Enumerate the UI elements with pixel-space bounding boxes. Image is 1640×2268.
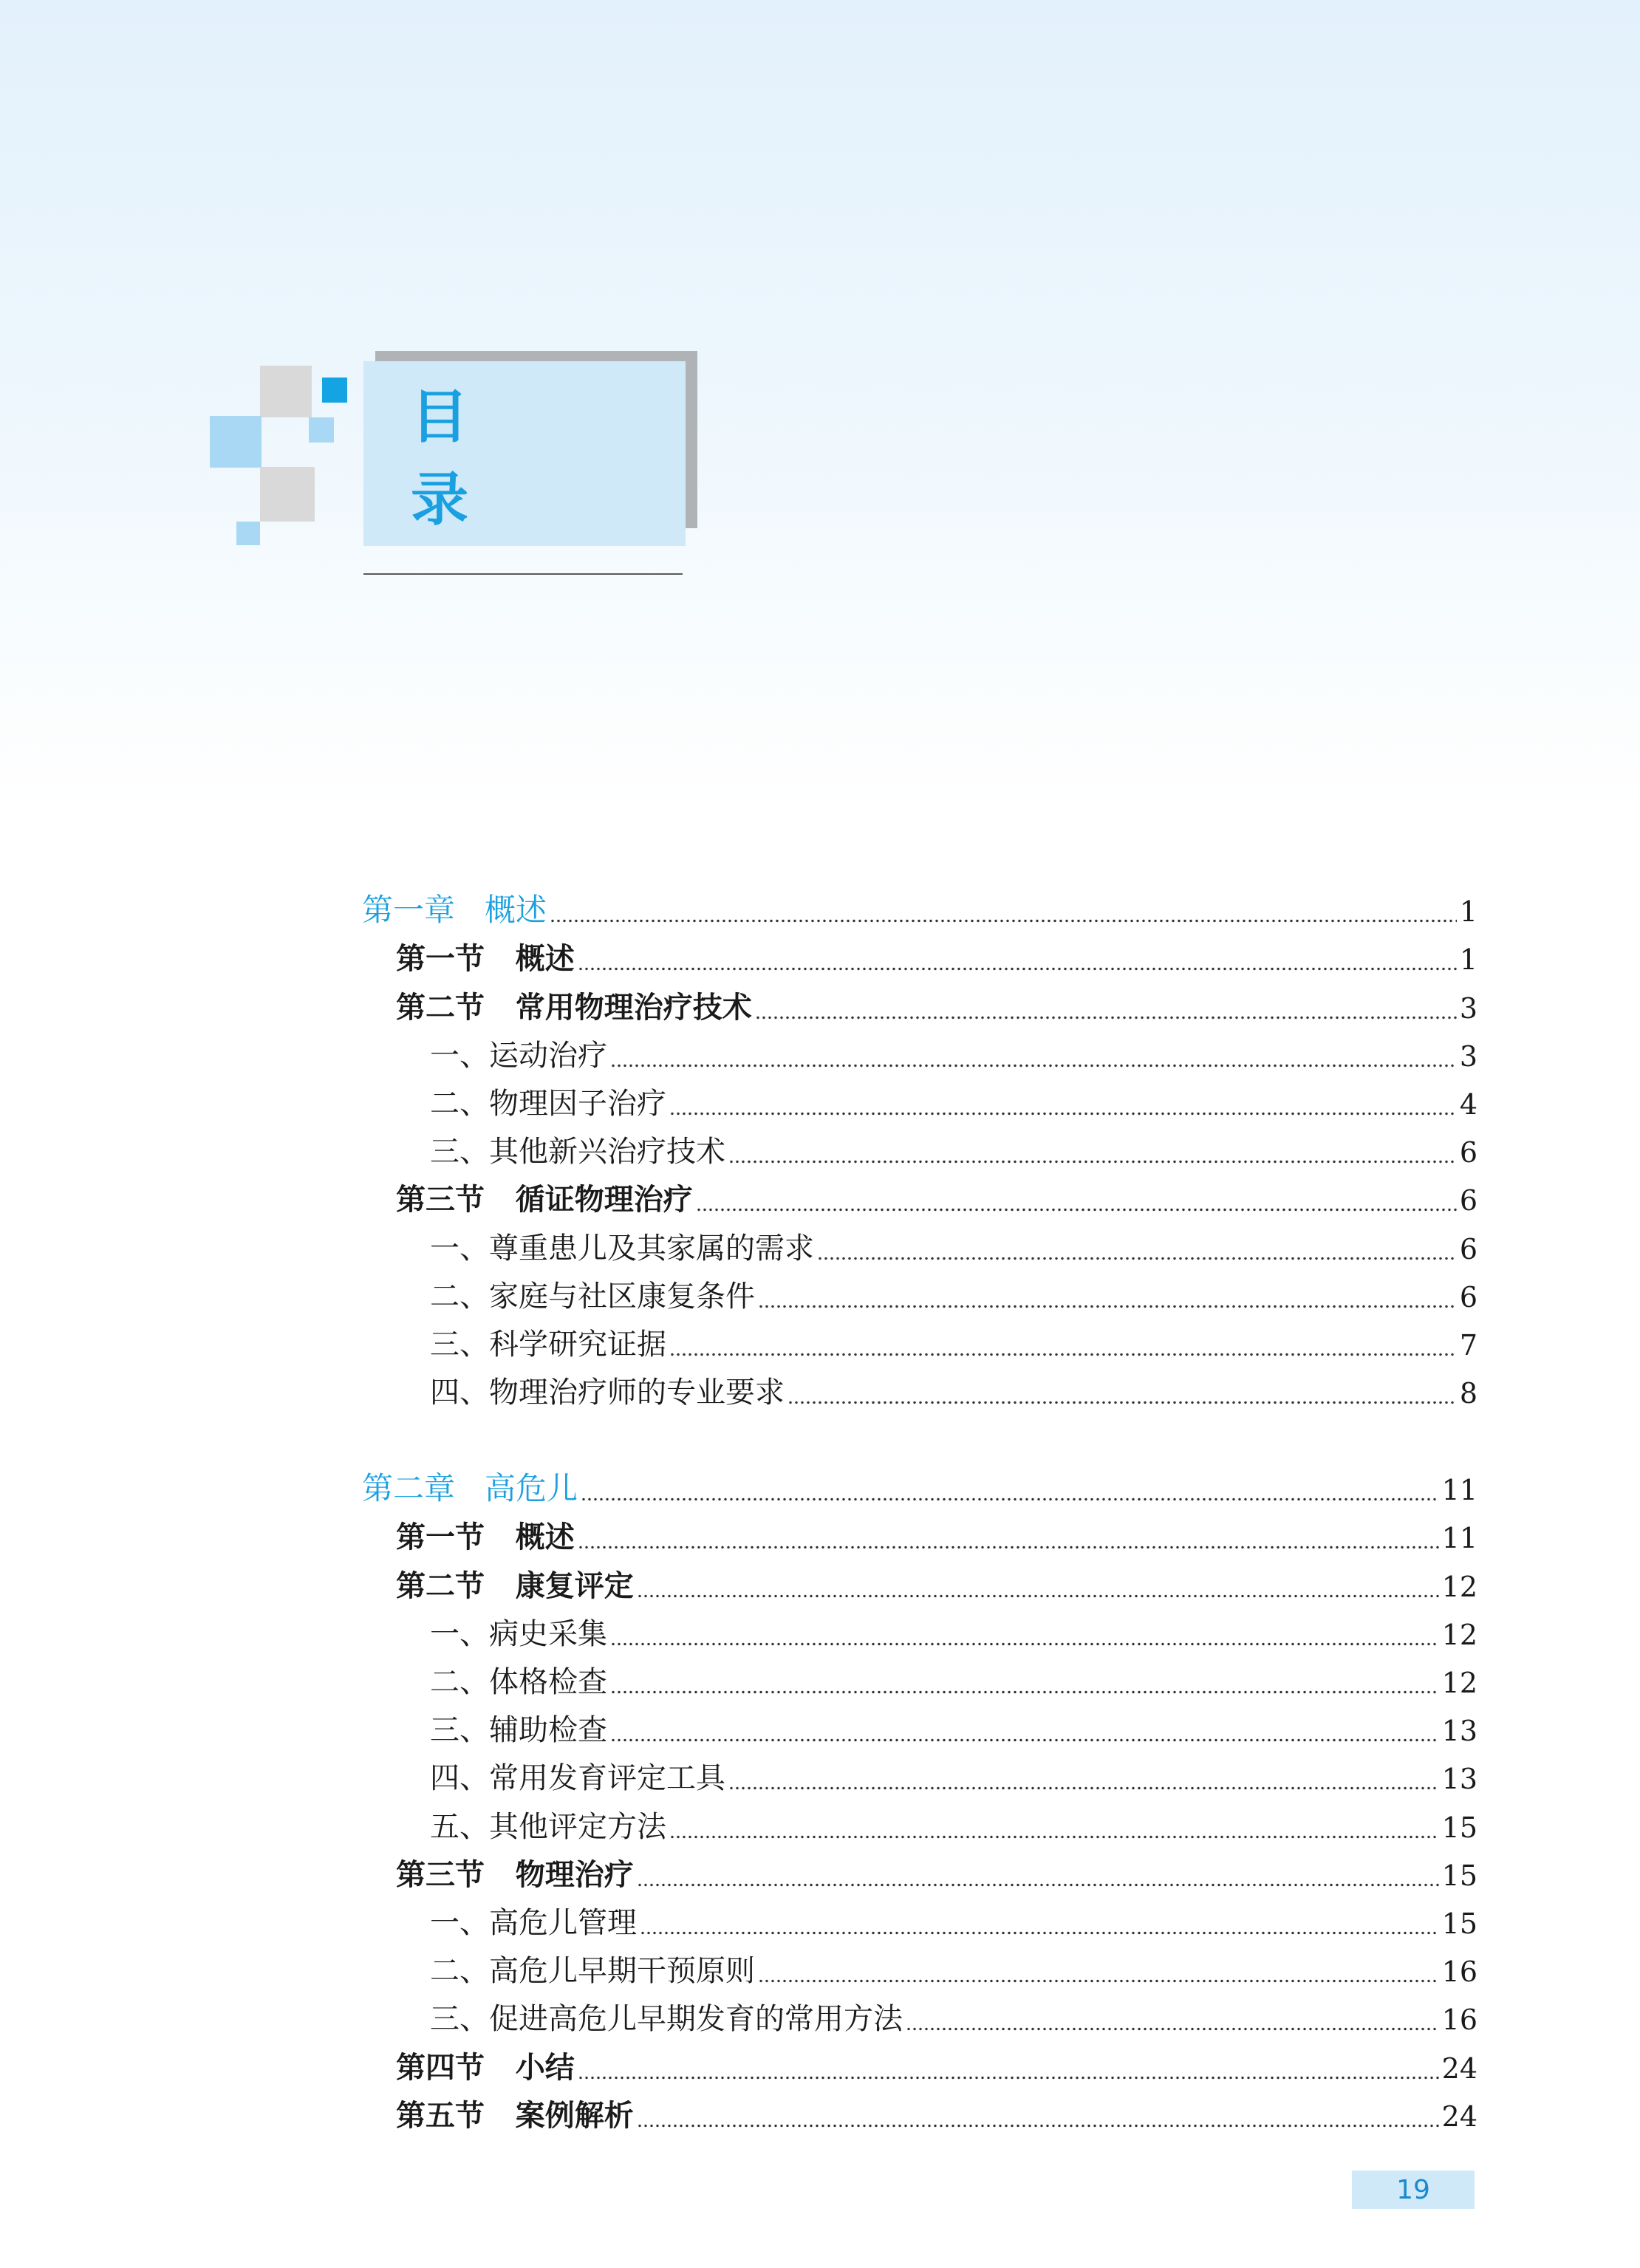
toc-dot-leader <box>610 1064 1457 1068</box>
toc-entry-section[interactable] <box>362 1561 1477 1609</box>
toc-dot-leader <box>728 1160 1457 1164</box>
toc-entry-label: 一、尊重患儿及其家属的需求 <box>430 1231 814 1265</box>
toc-dot-leader <box>669 1353 1457 1356</box>
toc-entry-label: 二、物理因子治疗 <box>430 1086 666 1121</box>
toc-dot-leader <box>581 1497 1439 1501</box>
toc-entry-label: 二、高危儿早期干预原则 <box>430 1954 755 1989</box>
toc-entry-page: 16 <box>1441 2004 1477 2037</box>
toc-entry-page: 13 <box>1441 1763 1477 1796</box>
toc-entry-page: 1 <box>1459 943 1477 977</box>
toc-dot-leader <box>637 2124 1439 2128</box>
toc-dot-leader <box>728 1786 1439 1790</box>
toc-entry-item[interactable] <box>362 1947 1477 1995</box>
title-box <box>363 361 686 546</box>
toc-entry-page: 16 <box>1441 1956 1477 1989</box>
toc-entry-item[interactable] <box>362 1658 1477 1706</box>
page-number-box <box>1352 2170 1475 2209</box>
toc-entry-page: 7 <box>1459 1328 1477 1362</box>
toc-entry-item[interactable] <box>362 1079 1477 1127</box>
toc-dot-leader <box>669 1112 1457 1116</box>
toc-entry-item[interactable] <box>362 1127 1477 1175</box>
toc-dot-leader <box>637 1883 1439 1887</box>
toc-chapter-2 <box>362 1465 1477 2139</box>
toc-entry-page: 6 <box>1459 1280 1477 1314</box>
toc-entry-page: 3 <box>1459 991 1477 1025</box>
toc-dot-leader <box>578 1545 1439 1549</box>
toc-entry-page: 3 <box>1459 1039 1477 1073</box>
toc-entry-item[interactable] <box>362 1899 1477 1947</box>
toc-dot-leader <box>696 1208 1457 1212</box>
table-of-contents <box>362 887 1477 2139</box>
decor-square-lightblue-small <box>309 417 334 443</box>
toc-dot-leader <box>787 1401 1457 1404</box>
toc-entry-label: 第五节 案例解析 <box>396 2097 634 2133</box>
toc-dot-leader <box>610 1690 1439 1694</box>
toc-entry-label: 二、体格检查 <box>430 1665 607 1699</box>
toc-entry-item[interactable] <box>362 1368 1477 1416</box>
toc-entry-label: 一、病史采集 <box>430 1616 607 1651</box>
toc-entry-label: 三、辅助检查 <box>430 1713 607 1748</box>
toc-entry-section[interactable] <box>362 935 1477 983</box>
toc-entry-label: 第一节 概述 <box>396 1520 575 1555</box>
toc-entry-page: 12 <box>1441 1667 1477 1699</box>
toc-entry-section[interactable] <box>362 983 1477 1031</box>
toc-dot-leader <box>610 1738 1439 1742</box>
toc-entry-item[interactable] <box>362 1031 1477 1079</box>
toc-entry-section[interactable] <box>362 2043 1477 2091</box>
toc-dot-leader <box>817 1257 1457 1260</box>
toc-entry-label: 三、促进高危儿早期发育的常用方法 <box>430 2002 903 2037</box>
toc-entry-label: 三、其他新兴治疗技术 <box>430 1135 725 1169</box>
toc-entry-page: 8 <box>1459 1377 1477 1410</box>
toc-entry-page: 6 <box>1459 1232 1477 1265</box>
toc-entry-page: 6 <box>1459 1136 1477 1169</box>
toc-dot-leader <box>578 967 1457 971</box>
toc-entry-label: 五、其他评定方法 <box>430 1809 666 1844</box>
toc-entry-chapter[interactable] <box>362 1465 1477 1513</box>
toc-entry-page: 13 <box>1441 1715 1477 1748</box>
toc-entry-label: 二、家庭与社区康复条件 <box>430 1279 755 1314</box>
decor-square-gray-lower <box>260 467 315 522</box>
toc-dot-leader <box>758 1305 1457 1308</box>
toc-dot-leader <box>578 2076 1439 2080</box>
page-title: 目 录 <box>411 384 516 533</box>
toc-entry-label: 第三节 循证物理治疗 <box>396 1182 693 1217</box>
toc-entry-label: 四、常用发育评定工具 <box>430 1761 725 1796</box>
toc-entry-section[interactable] <box>362 1851 1477 1899</box>
toc-entry-item[interactable] <box>362 1320 1477 1368</box>
toc-chapter-gap <box>362 1416 1477 1465</box>
decor-square-gray <box>260 366 312 417</box>
title-underline <box>363 573 683 575</box>
toc-entry-page: 1 <box>1459 895 1477 929</box>
toc-entry-page: 15 <box>1441 1907 1477 1940</box>
toc-entry-page: 6 <box>1459 1184 1477 1217</box>
toc-dot-leader <box>755 1016 1457 1019</box>
toc-entry-page: 11 <box>1441 1474 1477 1507</box>
toc-entry-item[interactable] <box>362 1610 1477 1658</box>
toc-dot-leader <box>640 1931 1439 1935</box>
decor-square-lightblue <box>210 416 262 468</box>
toc-entry-section[interactable] <box>362 2091 1477 2139</box>
toc-entry-page: 12 <box>1441 1570 1477 1603</box>
toc-entry-section[interactable] <box>362 1175 1477 1223</box>
toc-entry-label: 第二节 常用物理治疗技术 <box>396 989 752 1025</box>
toc-entry-label: 第一章 概述 <box>362 892 547 929</box>
toc-entry-item[interactable] <box>362 1272 1477 1320</box>
toc-entry-label: 第三节 物理治疗 <box>396 1857 634 1892</box>
toc-dot-leader <box>550 919 1457 923</box>
toc-entry-page: 11 <box>1441 1522 1477 1555</box>
toc-entry-label: 第二章 高危儿 <box>362 1470 578 1507</box>
toc-entry-page: 15 <box>1441 1859 1477 1892</box>
toc-dot-leader <box>610 1642 1439 1646</box>
toc-entry-item[interactable] <box>362 1223 1477 1271</box>
toc-dot-leader <box>906 2027 1439 2031</box>
toc-entry-page: 24 <box>1441 2052 1477 2085</box>
decor-square-blue <box>322 378 347 403</box>
toc-entry-label: 一、运动治疗 <box>430 1038 607 1073</box>
toc-dot-leader <box>637 1594 1439 1598</box>
toc-entry-page: 24 <box>1441 2100 1477 2133</box>
toc-dot-leader <box>758 1979 1439 1983</box>
toc-entry-item[interactable] <box>362 1706 1477 1754</box>
toc-entry-label: 第四节 小结 <box>396 2049 575 2085</box>
toc-entry-item[interactable] <box>362 1995 1477 2043</box>
toc-entry-label: 第一节 概述 <box>396 941 575 977</box>
toc-chapter-1 <box>362 887 1477 1416</box>
toc-entry-chapter[interactable] <box>362 887 1477 935</box>
toc-entry-section[interactable] <box>362 1513 1477 1561</box>
toc-entry-label: 一、高危儿管理 <box>430 1905 637 1940</box>
toc-dot-leader <box>669 1835 1439 1839</box>
toc-entry-label: 第二节 康复评定 <box>396 1568 634 1603</box>
toc-entry-page: 15 <box>1441 1811 1477 1844</box>
toc-entry-label: 四、物理治疗师的专业要求 <box>430 1376 785 1410</box>
decor-square-lightblue-tiny <box>236 522 260 545</box>
toc-entry-page: 12 <box>1441 1618 1477 1651</box>
toc-entry-page: 4 <box>1459 1087 1477 1121</box>
toc-entry-label: 三、科学研究证据 <box>430 1327 666 1362</box>
toc-entry-item[interactable] <box>362 1802 1477 1850</box>
toc-entry-item[interactable] <box>362 1754 1477 1802</box>
page-number: 19 <box>1396 2174 1430 2205</box>
